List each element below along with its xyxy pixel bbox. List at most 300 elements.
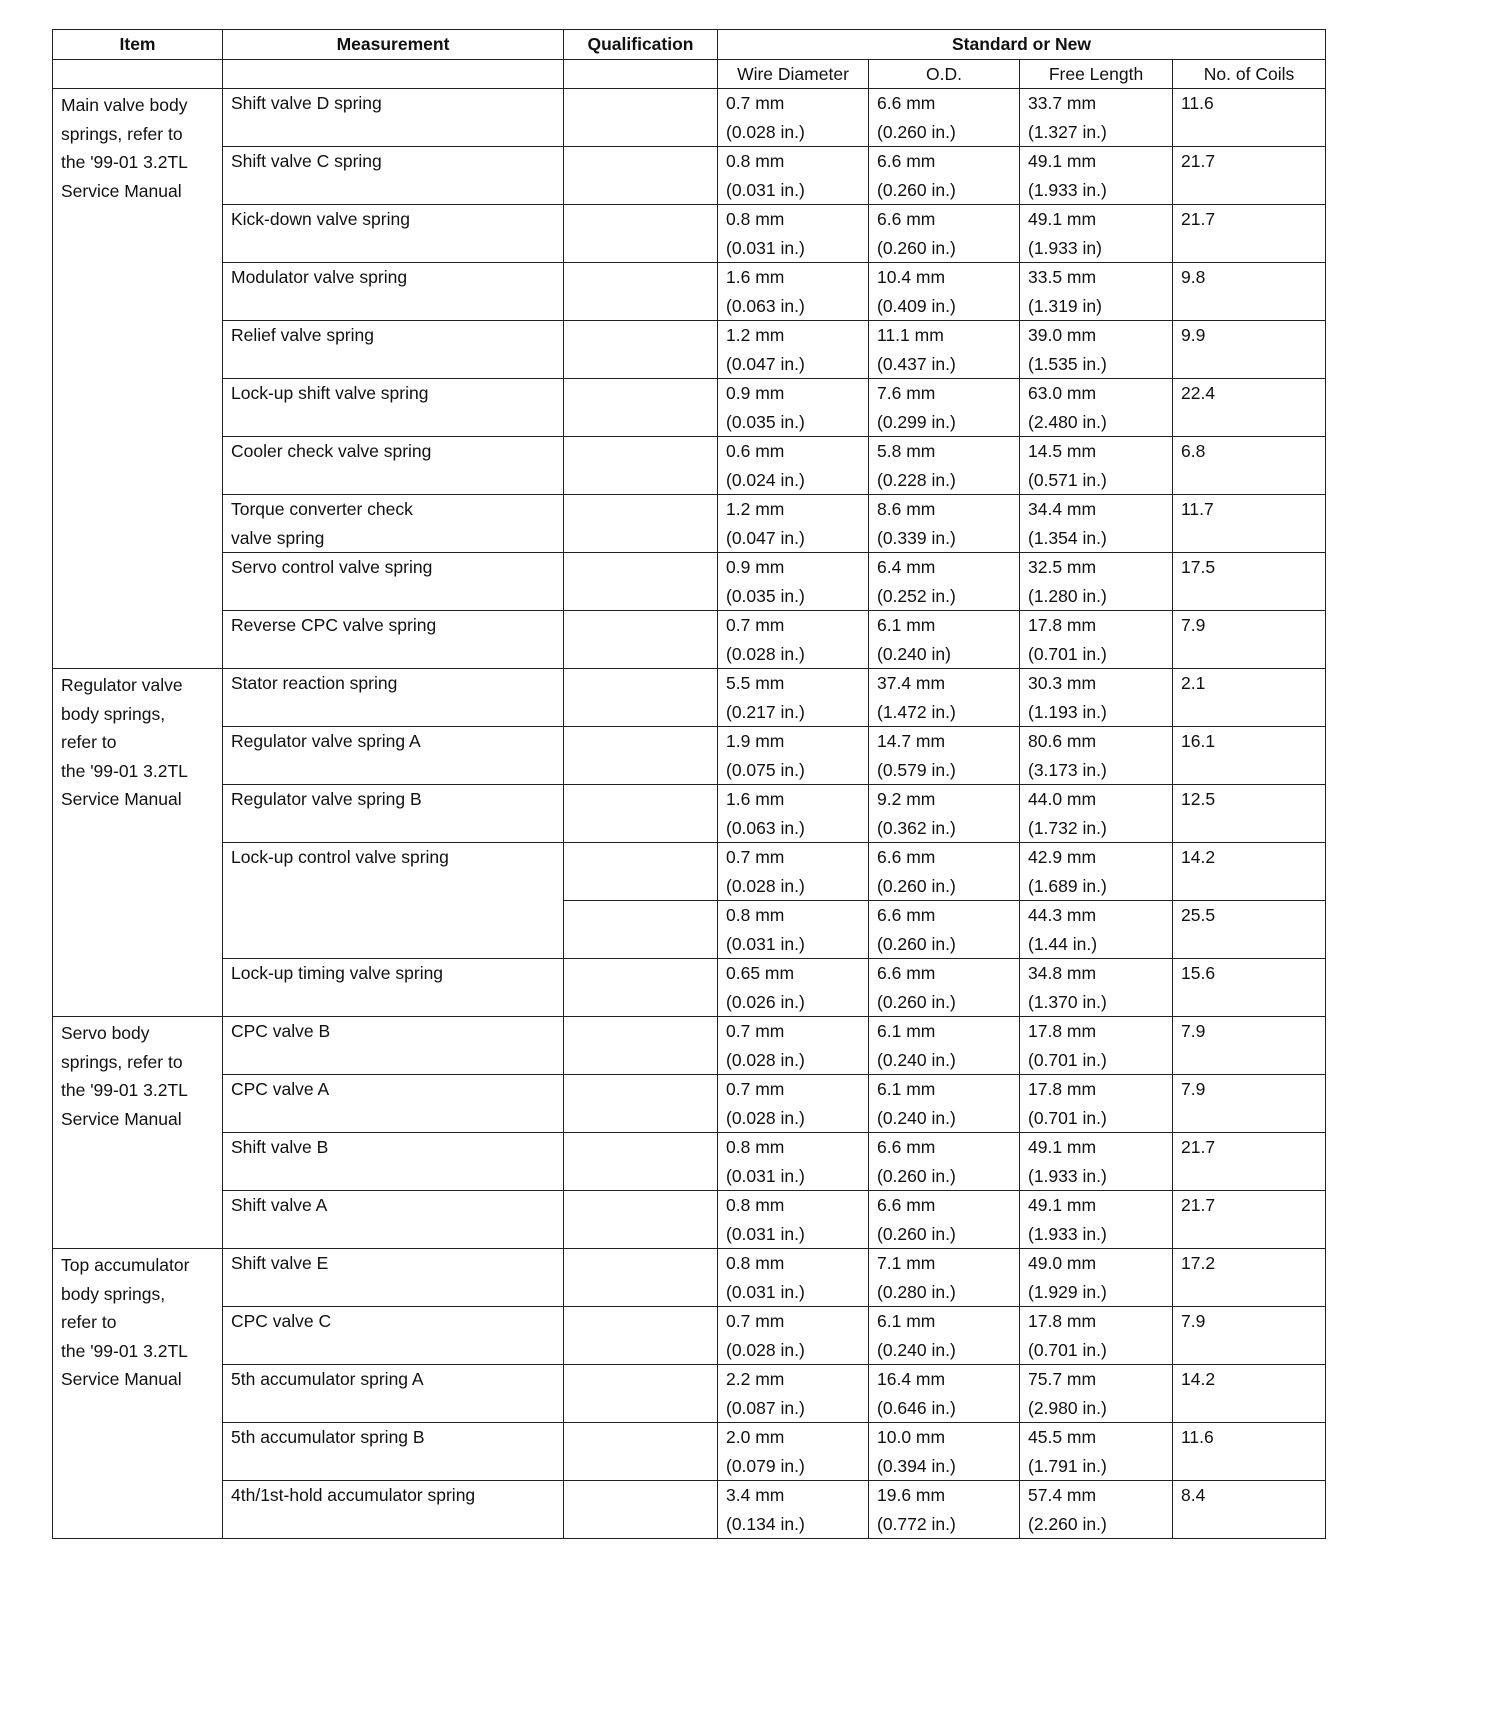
- cell-line: (0.035 in.): [726, 585, 805, 606]
- cell-line: (0.028 in.): [726, 1049, 805, 1070]
- cell-line: Service Manual: [61, 789, 182, 809]
- wire-diameter-cell: [718, 1307, 869, 1365]
- qualification-cell: [564, 1075, 718, 1133]
- cell-line: (0.240 in.): [877, 1339, 956, 1360]
- cell-line: 6.6 mm: [877, 151, 936, 171]
- cell-line: (0.409 in.): [877, 295, 956, 316]
- cell-line: (2.980 in.): [1028, 1397, 1107, 1418]
- cell-line: 0.7 mm: [726, 847, 785, 867]
- cell-line: (1.933 in): [1028, 237, 1102, 258]
- free-length-cell: [1020, 1191, 1173, 1249]
- cell-line: 5.8 mm: [877, 441, 936, 461]
- qualification-cell: [564, 727, 718, 785]
- coils-cell: 2.1: [1173, 669, 1326, 727]
- cell-line: (0.280 in.): [877, 1281, 956, 1302]
- measurement-cell: [223, 495, 564, 553]
- od-cell: [869, 1249, 1020, 1307]
- free-length-cell: [1020, 495, 1173, 553]
- table-row: [53, 959, 1326, 1017]
- cell-line: (0.026 in.): [726, 991, 805, 1012]
- table-row: [53, 1249, 1326, 1307]
- qualification-cell: [564, 1249, 718, 1307]
- cell-line: Top accumulator: [61, 1255, 190, 1275]
- cell-line: Shift valve B: [231, 1137, 329, 1157]
- cell-line: 6.1 mm: [877, 615, 936, 635]
- wire-diameter-cell: [718, 1365, 869, 1423]
- cell-line: Servo control valve spring: [231, 557, 433, 577]
- qualification-cell: [564, 1423, 718, 1481]
- cell-line: 57.4 mm: [1028, 1485, 1097, 1505]
- measurement-cell: [223, 205, 564, 263]
- cell-line: 7.6 mm: [877, 383, 936, 403]
- header-item: Item: [53, 30, 223, 60]
- free-length-cell: [1020, 437, 1173, 495]
- cell-line: body springs,: [61, 1283, 166, 1304]
- measurement-cell: [223, 1017, 564, 1075]
- cell-line: 80.6 mm: [1028, 731, 1097, 751]
- wire-diameter-cell: [718, 669, 869, 727]
- cell-line: 0.65 mm: [726, 963, 795, 983]
- measurement-cell: [223, 89, 564, 147]
- header-standard-or-new: Standard or New: [718, 30, 1326, 60]
- wire-diameter-cell: [718, 1017, 869, 1075]
- cell-line: (1.732 in.): [1028, 817, 1107, 838]
- header-row: [53, 30, 1326, 60]
- table-row: [53, 611, 1326, 669]
- cell-line: 1.6 mm: [726, 789, 785, 809]
- cell-line: (0.134 in.): [726, 1513, 805, 1534]
- cell-line: refer to: [61, 1312, 117, 1332]
- cell-line: 0.8 mm: [726, 1137, 785, 1157]
- cell-line: (0.035 in.): [726, 411, 805, 432]
- qualification-cell: [564, 1307, 718, 1365]
- cell-line: 34.4 mm: [1028, 499, 1097, 519]
- cell-line: 17.8 mm: [1028, 1021, 1097, 1041]
- cell-line: CPC valve C: [231, 1311, 332, 1331]
- coils-cell: 7.9: [1173, 1017, 1326, 1075]
- wire-diameter-cell: [718, 785, 869, 843]
- cell-line: (0.260 in.): [877, 875, 956, 896]
- measurement-cell: [223, 669, 564, 727]
- coils-cell: 22.4: [1173, 379, 1326, 437]
- qualification-cell: [564, 553, 718, 611]
- cell-line: (0.240 in.): [877, 1049, 956, 1070]
- cell-line: body springs,: [61, 703, 166, 724]
- cell-line: (0.240 in.): [877, 1107, 956, 1128]
- cell-line: (0.260 in.): [877, 933, 956, 954]
- subheader-row: [53, 59, 1326, 89]
- wire-diameter-cell: [718, 205, 869, 263]
- wire-diameter-cell: [718, 727, 869, 785]
- cell-line: the '99-01 3.2TL: [61, 152, 188, 172]
- measurement-cell: [223, 1365, 564, 1423]
- cell-line: (0.031 in.): [726, 1223, 805, 1244]
- table-row: [53, 89, 1326, 147]
- table-row: [53, 669, 1326, 727]
- free-length-cell: [1020, 1075, 1173, 1133]
- table-row: [53, 321, 1326, 379]
- free-length-cell: [1020, 205, 1173, 263]
- table-row: [53, 495, 1326, 553]
- qualification-cell: [564, 437, 718, 495]
- cell-line: (0.079 in.): [726, 1455, 805, 1476]
- cell-line: Shift valve A: [231, 1195, 328, 1215]
- cell-line: (0.701 in.): [1028, 1107, 1107, 1128]
- wire-diameter-cell: [718, 321, 869, 379]
- cell-line: 49.1 mm: [1028, 151, 1097, 171]
- cell-line: 0.9 mm: [726, 557, 785, 577]
- measurement-cell: [223, 1307, 564, 1365]
- cell-line: 37.4 mm: [877, 673, 946, 693]
- cell-line: Service Manual: [61, 180, 182, 201]
- cell-line: 44.0 mm: [1028, 789, 1097, 809]
- cell-line: 6.6 mm: [877, 1137, 936, 1157]
- measurement-cell: [223, 379, 564, 437]
- cell-line: (1.370 in.): [1028, 991, 1107, 1012]
- cell-line: Shift valve D spring: [231, 93, 382, 113]
- cell-line: 6.1 mm: [877, 1079, 936, 1099]
- qualification-cell: [564, 379, 718, 437]
- coils-cell: 16.1: [1173, 727, 1326, 785]
- cell-line: Regulator valve: [61, 675, 183, 695]
- cell-line: (1.535 in.): [1028, 353, 1107, 374]
- cell-line: CPC valve B: [231, 1021, 331, 1041]
- cell-line: CPC valve A: [231, 1079, 330, 1099]
- cell-line: Main valve body: [61, 95, 188, 115]
- free-length-cell: [1020, 669, 1173, 727]
- od-cell: [869, 1191, 1020, 1249]
- cell-line: Kick-down valve spring: [231, 209, 410, 229]
- qualification-cell: [564, 669, 718, 727]
- cell-line: 6.6 mm: [877, 963, 936, 983]
- cell-line: 63.0 mm: [1028, 383, 1097, 403]
- cell-line: (0.047 in.): [726, 353, 805, 374]
- od-cell: [869, 1017, 1020, 1075]
- cell-line: 0.7 mm: [726, 1079, 785, 1099]
- coils-cell: 21.7: [1173, 1191, 1326, 1249]
- cell-line: (0.075 in.): [726, 759, 805, 780]
- cell-line: (0.260 in.): [877, 991, 956, 1012]
- cell-line: 49.1 mm: [1028, 209, 1097, 229]
- free-length-cell: [1020, 959, 1173, 1017]
- od-cell: [869, 959, 1020, 1017]
- cell-line: 33.5 mm: [1028, 267, 1097, 287]
- cell-line: (1.193 in.): [1028, 701, 1107, 722]
- cell-line: (1.44 in.): [1028, 933, 1098, 954]
- free-length-cell: [1020, 1133, 1173, 1191]
- free-length-cell: [1020, 1365, 1173, 1423]
- cell-line: 7.1 mm: [877, 1253, 936, 1273]
- table-row: [53, 437, 1326, 495]
- free-length-cell: [1020, 89, 1173, 147]
- cell-line: (1.472 in.): [877, 701, 956, 722]
- cell-line: 39.0 mm: [1028, 325, 1097, 345]
- measurement-cell: [223, 727, 564, 785]
- cell-line: 3.4 mm: [726, 1485, 785, 1505]
- cell-line: 30.3 mm: [1028, 673, 1097, 693]
- cell-line: springs, refer to: [61, 1051, 183, 1072]
- cell-line: (0.217 in.): [726, 701, 805, 722]
- table-row: [53, 727, 1326, 785]
- cell-line: Reverse CPC valve spring: [231, 615, 437, 635]
- cell-line: 5.5 mm: [726, 673, 785, 693]
- od-cell: [869, 785, 1020, 843]
- cell-line: (0.028 in.): [726, 875, 805, 896]
- cell-line: 32.5 mm: [1028, 557, 1097, 577]
- wire-diameter-cell: [718, 1481, 869, 1539]
- free-length-cell: [1020, 1481, 1173, 1539]
- cell-line: (0.024 in.): [726, 469, 805, 490]
- cell-line: 14.5 mm: [1028, 441, 1097, 461]
- free-length-cell: [1020, 147, 1173, 205]
- qualification-cell: [564, 959, 718, 1017]
- cell-line: (0.260 in.): [877, 1223, 956, 1244]
- cell-line: (0.362 in.): [877, 817, 956, 838]
- cell-line: (1.933 in.): [1028, 179, 1107, 200]
- od-cell: [869, 1423, 1020, 1481]
- header-no-of-coils: No. of Coils: [1173, 59, 1326, 89]
- cell-line: Torque converter check: [231, 499, 413, 519]
- cell-line: Shift valve C spring: [231, 151, 382, 171]
- qualification-cell: [564, 901, 718, 959]
- od-cell: [869, 669, 1020, 727]
- table-row: [53, 205, 1326, 263]
- wire-diameter-cell: [718, 1249, 869, 1307]
- cell-line: (1.354 in.): [1028, 527, 1107, 548]
- cell-line: 1.2 mm: [726, 325, 785, 345]
- qualification-cell: [564, 1365, 718, 1423]
- cell-line: 6.4 mm: [877, 557, 936, 577]
- od-cell: [869, 379, 1020, 437]
- cell-line: 0.8 mm: [726, 1253, 785, 1273]
- cell-line: 49.1 mm: [1028, 1195, 1097, 1215]
- measurement-cell: [223, 785, 564, 843]
- coils-cell: 21.7: [1173, 205, 1326, 263]
- cell-line: refer to: [61, 732, 117, 752]
- qualification-cell: [564, 843, 718, 901]
- wire-diameter-cell: [718, 379, 869, 437]
- cell-line: (0.063 in.): [726, 817, 805, 838]
- measurement-cell: [223, 263, 564, 321]
- qualification-cell: [564, 495, 718, 553]
- coils-cell: 12.5: [1173, 785, 1326, 843]
- cell-line: (0.031 in.): [726, 237, 805, 258]
- cell-line: 0.7 mm: [726, 1311, 785, 1331]
- wire-diameter-cell: [718, 959, 869, 1017]
- cell-line: 6.6 mm: [877, 847, 936, 867]
- cell-line: (1.319 in): [1028, 295, 1102, 316]
- wire-diameter-cell: [718, 611, 869, 669]
- qualification-cell: [564, 321, 718, 379]
- coils-cell: 21.7: [1173, 147, 1326, 205]
- od-cell: [869, 843, 1020, 901]
- cell-line: Lock-up timing valve spring: [231, 963, 444, 983]
- free-length-cell: [1020, 379, 1173, 437]
- cell-line: (1.933 in.): [1028, 1223, 1107, 1244]
- cell-line: 49.1 mm: [1028, 1137, 1097, 1157]
- qualification-cell: [564, 89, 718, 147]
- cell-line: (0.394 in.): [877, 1455, 956, 1476]
- cell-line: 10.4 mm: [877, 267, 946, 287]
- coils-cell: 6.8: [1173, 437, 1326, 495]
- cell-line: Service Manual: [61, 1108, 182, 1129]
- coils-cell: 7.9: [1173, 1307, 1326, 1365]
- od-cell: [869, 727, 1020, 785]
- cell-line: (1.280 in.): [1028, 585, 1107, 606]
- cell-line: (0.240 in): [877, 643, 951, 664]
- cell-line: 5th accumulator spring B: [231, 1427, 425, 1447]
- cell-line: (0.031 in.): [726, 1281, 805, 1302]
- table-row: [53, 147, 1326, 205]
- cell-line: (0.031 in.): [726, 179, 805, 200]
- free-length-cell: [1020, 785, 1173, 843]
- cell-line: (1.933 in.): [1028, 1165, 1107, 1186]
- qualification-cell: [564, 1133, 718, 1191]
- wire-diameter-cell: [718, 495, 869, 553]
- header-qualification: Qualification: [564, 30, 718, 60]
- cell-line: (0.260 in.): [877, 1165, 956, 1186]
- table-row: [53, 553, 1326, 611]
- cell-line: 14.7 mm: [877, 731, 946, 751]
- cell-line: (0.299 in.): [877, 411, 956, 432]
- header-free-length: Free Length: [1020, 59, 1173, 89]
- cell-line: 1.6 mm: [726, 267, 785, 287]
- od-cell: [869, 263, 1020, 321]
- table-row: [53, 1481, 1326, 1539]
- wire-diameter-cell: [718, 89, 869, 147]
- cell-line: 0.8 mm: [726, 1195, 785, 1215]
- qualification-cell: [564, 1191, 718, 1249]
- coils-cell: 17.2: [1173, 1249, 1326, 1307]
- cell-line: (0.701 in.): [1028, 643, 1107, 664]
- table-row: [53, 1423, 1326, 1481]
- cell-line: (2.480 in.): [1028, 411, 1107, 432]
- free-length-cell: [1020, 727, 1173, 785]
- qualification-cell: [564, 205, 718, 263]
- od-cell: [869, 1365, 1020, 1423]
- cell-line: (0.087 in.): [726, 1397, 805, 1418]
- cell-line: 75.7 mm: [1028, 1369, 1097, 1389]
- od-cell: [869, 205, 1020, 263]
- coils-cell: 15.6: [1173, 959, 1326, 1017]
- cell-line: 17.8 mm: [1028, 1311, 1097, 1331]
- free-length-cell: [1020, 1249, 1173, 1307]
- cell-line: (0.339 in.): [877, 527, 956, 548]
- od-cell: [869, 1481, 1020, 1539]
- cell-line: 0.7 mm: [726, 1021, 785, 1041]
- item-cell: [53, 89, 223, 669]
- cell-line: the '99-01 3.2TL: [61, 760, 188, 781]
- wire-diameter-cell: [718, 843, 869, 901]
- cell-line: 45.5 mm: [1028, 1427, 1097, 1447]
- free-length-cell: [1020, 843, 1173, 901]
- cell-line: (0.028 in.): [726, 1107, 805, 1128]
- cell-line: 10.0 mm: [877, 1427, 946, 1447]
- header-wire-diameter: Wire Diameter: [718, 59, 869, 89]
- coils-cell: 9.9: [1173, 321, 1326, 379]
- cell-line: (0.028 in.): [726, 1339, 805, 1360]
- cell-line: the '99-01 3.2TL: [61, 1080, 188, 1100]
- od-cell: [869, 147, 1020, 205]
- cell-line: the '99-01 3.2TL: [61, 1340, 188, 1361]
- coils-cell: 14.2: [1173, 843, 1326, 901]
- coils-cell: 8.4: [1173, 1481, 1326, 1539]
- cell-line: 6.6 mm: [877, 209, 936, 229]
- free-length-cell: [1020, 901, 1173, 959]
- cell-line: 42.9 mm: [1028, 847, 1097, 867]
- cell-line: (0.031 in.): [726, 933, 805, 954]
- od-cell: [869, 553, 1020, 611]
- cell-line: Service Manual: [61, 1369, 182, 1389]
- cell-line: (0.031 in.): [726, 1165, 805, 1186]
- measurement-cell: [223, 843, 564, 959]
- od-cell: [869, 495, 1020, 553]
- cell-line: 6.6 mm: [877, 93, 936, 113]
- cell-line: (0.260 in.): [877, 237, 956, 258]
- cell-line: 17.8 mm: [1028, 1079, 1097, 1099]
- cell-line: 0.7 mm: [726, 93, 785, 113]
- cell-line: 6.6 mm: [877, 905, 936, 925]
- wire-diameter-cell: [718, 1191, 869, 1249]
- measurement-cell: [223, 611, 564, 669]
- cell-line: (3.173 in.): [1028, 759, 1107, 780]
- wire-diameter-cell: [718, 1133, 869, 1191]
- cell-line: 17.8 mm: [1028, 615, 1097, 635]
- qualification-cell: [564, 611, 718, 669]
- coils-cell: 7.9: [1173, 1075, 1326, 1133]
- measurement-cell: [223, 1191, 564, 1249]
- cell-line: 5th accumulator spring A: [231, 1369, 424, 1389]
- coils-cell: 25.5: [1173, 901, 1326, 959]
- od-cell: [869, 89, 1020, 147]
- cell-line: 2.2 mm: [726, 1369, 785, 1389]
- od-cell: [869, 901, 1020, 959]
- measurement-cell: [223, 1133, 564, 1191]
- free-length-cell: [1020, 1017, 1173, 1075]
- coils-cell: 7.9: [1173, 611, 1326, 669]
- cell-line: 33.7 mm: [1028, 93, 1097, 113]
- cell-line: (0.571 in.): [1028, 469, 1107, 490]
- cell-line: (0.028 in.): [726, 121, 805, 142]
- measurement-cell: [223, 321, 564, 379]
- cell-line: Stator reaction spring: [231, 673, 398, 693]
- free-length-cell: [1020, 1307, 1173, 1365]
- free-length-cell: [1020, 263, 1173, 321]
- cell-line: (0.228 in.): [877, 469, 956, 490]
- measurement-cell: [223, 1423, 564, 1481]
- cell-line: (0.646 in.): [877, 1397, 956, 1418]
- cell-line: 49.0 mm: [1028, 1253, 1097, 1273]
- cell-line: (0.252 in.): [877, 585, 956, 606]
- coils-cell: 17.5: [1173, 553, 1326, 611]
- cell-line: (0.028 in.): [726, 643, 805, 664]
- cell-line: (1.327 in.): [1028, 121, 1107, 142]
- measurement-cell: [223, 147, 564, 205]
- cell-line: 0.6 mm: [726, 441, 785, 461]
- cell-line: Regulator valve spring B: [231, 789, 422, 809]
- qualification-cell: [564, 263, 718, 321]
- table-row: [53, 1075, 1326, 1133]
- cell-line: 6.1 mm: [877, 1311, 936, 1331]
- qualification-cell: [564, 1481, 718, 1539]
- cell-line: (0.579 in.): [877, 759, 956, 780]
- cell-line: springs, refer to: [61, 123, 183, 144]
- table-row: [53, 263, 1326, 321]
- cell-line: Servo body: [61, 1023, 150, 1043]
- table-row: [53, 1365, 1326, 1423]
- item-cell: [53, 1249, 223, 1539]
- cell-line: Shift valve E: [231, 1253, 329, 1273]
